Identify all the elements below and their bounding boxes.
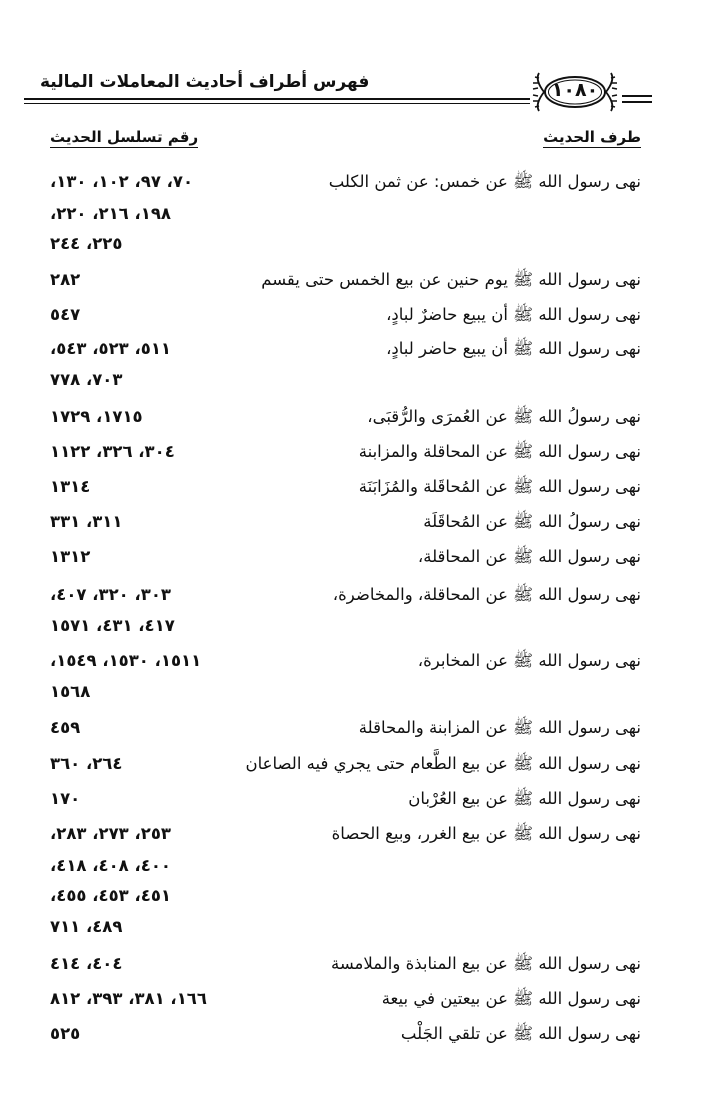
hadith-refs: ١٧٠	[50, 789, 81, 808]
hadith-refs: ١٥٦٨	[50, 682, 91, 701]
index-entry	[0, 989, 703, 1021]
index-entry	[0, 305, 703, 337]
hadith-refs: ٧٠٣، ٧٧٨	[50, 370, 123, 389]
hadith-refs: ١٣١٤	[50, 477, 91, 496]
hadith-refs: ٣٠٣، ٣٢٠، ٤٠٧،	[50, 585, 171, 604]
index-entry-continuation	[0, 616, 703, 648]
hadith-refs: ١٦٦، ٣٨١، ٣٩٣، ٨١٢	[50, 989, 207, 1008]
header-rule-top	[24, 98, 530, 100]
hadith-refs: ٢٨٢	[50, 270, 81, 289]
hadith-text: نهى رسول الله ﷺ يوم حنين عن بيع الخمس حتى يقسم	[261, 270, 641, 289]
index-entry	[0, 477, 703, 509]
running-title: فهرس أطراف أحاديث المعاملات المالية	[40, 72, 370, 92]
header-dash-top	[622, 95, 652, 97]
page-number: ١٠٨٠	[551, 79, 599, 101]
hadith-refs: ٣٠٤، ٣٢٦، ١١٢٢	[50, 442, 175, 461]
hadith-refs: ٧٠، ٩٧، ١٠٢، ١٣٠،	[50, 172, 194, 191]
index-entry	[0, 172, 703, 204]
index-entry-continuation	[0, 234, 703, 266]
hadith-column-heading: طرف الحديث	[543, 128, 641, 146]
hadith-refs: ٤٠٠، ٤٠٨، ٤١٨،	[50, 856, 171, 875]
hadith-text: نهى رسول الله ﷺ عن المُحاقَلة والمُزَابَنَة	[358, 477, 641, 496]
hadith-refs: ٤٨٩، ٧١١	[50, 917, 123, 936]
index-entry	[0, 789, 703, 821]
header-dash-bottom	[622, 101, 652, 103]
hadith-text: نهى رسول الله ﷺ عن بيعتين في بيعة	[381, 989, 641, 1008]
hadith-refs: ٢٦٤، ٣٦٠	[50, 754, 123, 773]
hadith-text: نهى رسول الله ﷺ عن بيع الطَّعام حتى يجري فيه الصاعان	[245, 754, 641, 773]
index-entry	[0, 754, 703, 786]
index-entry	[0, 547, 703, 579]
hadith-refs: ١٥١١، ١٥٣٠، ١٥٤٩،	[50, 651, 202, 670]
index-entry	[0, 442, 703, 474]
hadith-text: نهى رسول الله ﷺ عن خمس: عن ثمن الكلب	[328, 172, 641, 191]
index-entry	[0, 270, 703, 302]
hadith-refs: ٣١١، ٣٣١	[50, 512, 123, 531]
hadith-refs: ٤١٧، ٤٣١، ١٥٧١	[50, 616, 175, 635]
index-entry	[0, 407, 703, 439]
hadith-text: نهى رسول الله ﷺ عن بيع المنابذة والملامسة	[330, 954, 641, 973]
hadith-text: نهى رسول الله ﷺ عن بيع الغرر، وبيع الحصاة	[331, 824, 641, 843]
index-entry	[0, 512, 703, 544]
hadith-refs: ١٩٨، ٢١٦، ٢٢٠،	[50, 204, 171, 223]
hadith-refs: ٢٥٣، ٢٧٣، ٢٨٣،	[50, 824, 171, 843]
hadith-text: نهى رسولُ الله ﷺ عن المُحاقَلَة	[423, 512, 641, 531]
index-entry	[0, 954, 703, 986]
page-number-badge	[532, 70, 618, 114]
hadith-text: نهى رسول الله ﷺ عن بيع العُرْبان	[408, 789, 641, 808]
index-entry	[0, 824, 703, 856]
index-entry	[0, 339, 703, 371]
index-entry-continuation	[0, 204, 703, 236]
hadith-refs: ٤٥١، ٤٥٣، ٤٥٥،	[50, 886, 171, 905]
hadith-refs: ٥٢٥	[50, 1024, 81, 1043]
hadith-refs: ٥١١، ٥٢٣، ٥٤٣،	[50, 339, 171, 358]
hadith-text: نهى رسول الله ﷺ عن المحاقلة،	[417, 547, 641, 566]
index-entry	[0, 585, 703, 617]
hadith-text: نهى رسول الله ﷺ عن تلقي الجَلْب	[400, 1024, 641, 1043]
hadith-refs: ١٧١٥، ١٧٢٩	[50, 407, 143, 426]
hadith-text: نهى رسول الله ﷺ عن المحاقلة والمزابنة	[358, 442, 641, 461]
hadith-text: نهى رسول الله ﷺ عن المزابنة والمحاقلة	[358, 718, 641, 737]
index-entry-continuation	[0, 370, 703, 402]
hadith-refs: ٤٥٩	[50, 718, 81, 737]
hadith-refs: ١٣١٢	[50, 547, 91, 566]
index-entry-continuation	[0, 682, 703, 714]
hadith-text: نهى رسول الله ﷺ أن يبيع حاضرٌ لبادٍ،	[386, 305, 641, 324]
index-entry	[0, 651, 703, 683]
hadith-text: نهى رسولُ الله ﷺ عن العُمرَى والرُّقبَى،	[367, 407, 641, 426]
hadith-text: نهى رسول الله ﷺ أن يبيع حاضر لبادٍ،	[386, 339, 641, 358]
hadith-refs: ٤٠٤، ٤١٤	[50, 954, 123, 973]
index-entry-continuation	[0, 886, 703, 918]
index-entry-continuation	[0, 917, 703, 949]
hadith-refs: ٥٤٧	[50, 305, 81, 324]
hadith-text: نهى رسول الله ﷺ عن المخابرة،	[417, 651, 641, 670]
index-entry-continuation	[0, 856, 703, 888]
header-rule-bottom	[24, 103, 530, 104]
index-entry	[0, 1024, 703, 1056]
hadith-refs: ٢٢٥، ٢٤٤	[50, 234, 123, 253]
hadith-text: نهى رسول الله ﷺ عن المحاقلة، والمخاضرة،	[332, 585, 641, 604]
index-entry	[0, 718, 703, 750]
sequence-column-heading: رقم تسلسل الحديث	[50, 128, 199, 146]
